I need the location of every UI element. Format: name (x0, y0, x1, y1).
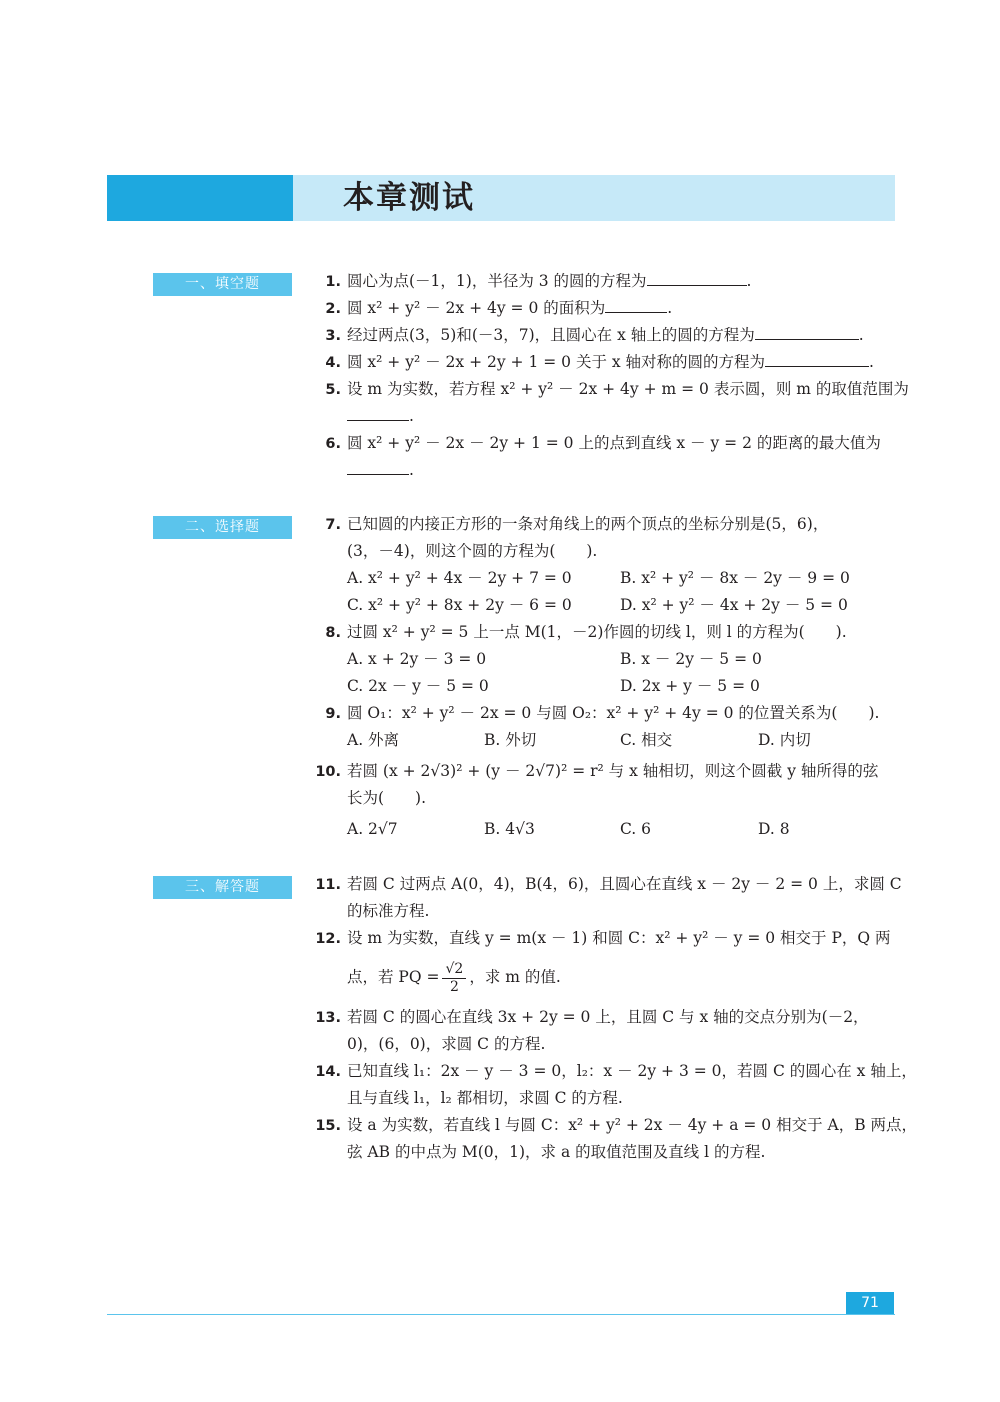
question-2: 2. 圆 x² + y² － 2x + 4y = 0 的面积为 . (325, 299, 673, 317)
question-8-options-ab (312, 646, 896, 673)
option-c: C. 相交 (620, 731, 673, 749)
section-label-fill: 一、填空题 (153, 273, 292, 296)
option-b: B. 外切 (484, 731, 537, 749)
question-10-cont: 长为( ). (347, 789, 427, 807)
question-14-cont: 且与直线 l₁，l₂ 都相切，求圆 C 的方程. (347, 1089, 623, 1107)
option-a: A. 2√7 (347, 820, 398, 838)
option-d: D. 8 (758, 820, 790, 838)
question-10: 10. 若圆 (x + 2√3)² + (y － 2√7)² = r² 与 x 轴相切，则这个圆截 y 轴所得的弦 (315, 762, 879, 780)
option-d: D. 2x + y － 5 = 0 (620, 677, 760, 695)
question-15-cont: 弦 AB 的中点为 M(0，1)，求 a 的取值范围及直线 l 的方程. (347, 1143, 766, 1161)
answer-questions (312, 871, 918, 1166)
question-7-options-cd (312, 592, 896, 619)
question-5-blank: . (312, 403, 896, 430)
option-b: B. 4√3 (484, 820, 535, 838)
fill-questions (312, 268, 909, 484)
question-15: 15. 设 a 为实数，若直线 l 与圆 C：x² + y² + 2x － 4y + a = 0 相交于 A，B 两点， (315, 1116, 918, 1134)
option-b: B. x － 2y － 5 = 0 (620, 650, 762, 668)
question-12-cont: 点，若 PQ = $\frac{√2}{2}$ ，求 m 的值. (347, 960, 561, 995)
question-13: 13. 若圆 C 的圆心在直线 3x + 2y = 0 上，且圆 C 与 x 轴的交点分别为(－2， (315, 1008, 869, 1026)
question-7-options-ab (312, 565, 896, 592)
page-title: 本章测试 (343, 180, 475, 216)
question-5: 5. 设 m 为实数，若方程 x² + y² － 2x + 4y + m = 0 表示圆，则 m 的取值范围为 (325, 380, 909, 398)
option-a: A. x² + y² + 4x － 2y + 7 = 0 (347, 569, 572, 587)
question-11-cont: 的标准方程. (347, 902, 430, 920)
option-c: C. 2x － y － 5 = 0 (347, 677, 489, 695)
fraction: $\frac{√2}{2}$ (442, 961, 466, 996)
question-8: 8. 过圆 x² + y² = 5 上一点 M(1，－2)作圆的切线 l，则 l 的方程为( ). (325, 623, 847, 641)
question-6: 6. 圆 x² + y² － 2x － 2y + 1 = 0 上的点到直线 x － y = 2 的距离的最大值为 (325, 434, 881, 452)
section-label-choice: 二、选择题 (153, 516, 292, 539)
question-4: 4. 圆 x² + y² － 2x + 2y + 1 = 0 关于 x 轴对称的圆的方程为 . (325, 353, 874, 371)
option-c: C. x² + y² + 8x + 2y － 6 = 0 (347, 596, 572, 614)
question-7-cont: (3，－4)，则这个圆的方程为( ). (347, 542, 598, 560)
option-d: D. 内切 (758, 731, 811, 749)
option-a: A. x + 2y － 3 = 0 (347, 650, 487, 668)
question-11: 11. 若圆 C 过两点 A(0，4)，B(4，6)，且圆心在直线 x － 2y － 2 = 0 上，求圆 C (315, 875, 902, 893)
question-13-cont: 0)，(6，0)，求圆 C 的方程. (347, 1035, 546, 1053)
question-7: 7. 已知圆的内接正方形的一条对角线上的两个顶点的坐标分别是(5，6)， (325, 515, 829, 533)
option-a: A. 外离 (347, 731, 400, 749)
footer-rule (107, 1314, 895, 1315)
question-8-options-cd (312, 673, 896, 700)
title-banner-accent (107, 175, 293, 221)
option-d: D. x² + y² － 4x + 2y － 5 = 0 (620, 596, 848, 614)
question-6-blank: . (312, 457, 896, 484)
choice-questions (312, 511, 896, 843)
question-9: 9. 圆 O₁：x² + y² － 2x = 0 与圆 O₂：x² + y² + 4y = 0 的位置关系为( ). (325, 704, 880, 722)
question-10-options (312, 816, 896, 843)
question-14: 14. 已知直线 l₁：2x － y － 3 = 0，l₂：x － 2y + 3 = 0，若圆 C 的圆心在 x 轴上， (315, 1062, 917, 1080)
page-number: 71 (846, 1292, 894, 1314)
option-b: B. x² + y² － 8x － 2y － 9 = 0 (620, 569, 850, 587)
question-3: 3. 经过两点(3，5)和(－3，7)，且圆心在 x 轴上的圆的方程为 . (325, 326, 864, 344)
question-9-options (312, 727, 896, 754)
question-1: 1. 圆心为点(－1，1)，半径为 3 的圆的方程为 . (325, 272, 752, 290)
question-12: 12. 设 m 为实数，直线 y = m(x － 1) 和圆 C：x² + y² － y = 0 相交于 P，Q 两 (315, 929, 891, 947)
section-label-answer: 三、解答题 (153, 876, 292, 899)
option-c: C. 6 (620, 820, 652, 838)
